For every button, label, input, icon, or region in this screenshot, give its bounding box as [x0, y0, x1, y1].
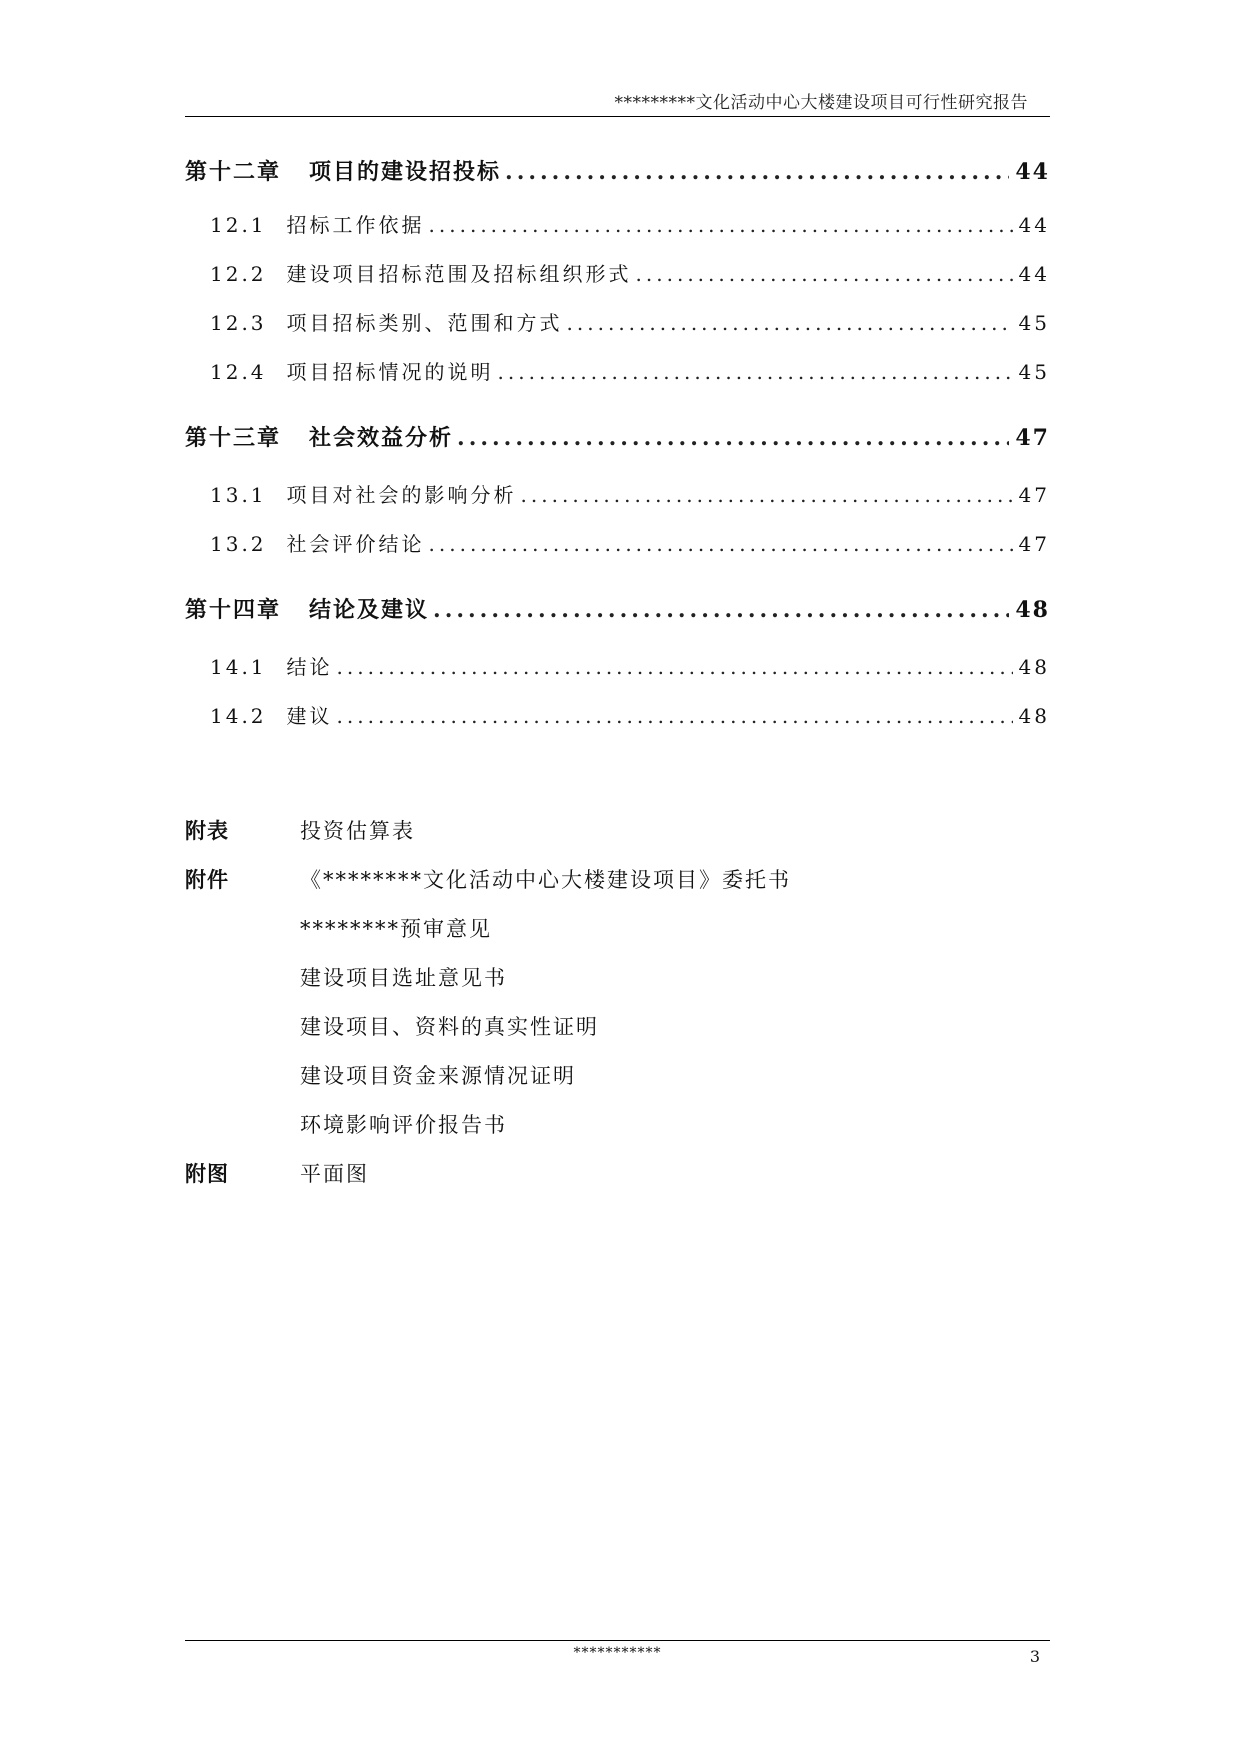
attachment-doc-row: [185, 1060, 985, 1094]
toc-chapter-number: 第十二章: [185, 159, 282, 185]
toc-section-12-1[interactable]: [185, 209, 1050, 241]
toc-section-title: 社会评价结论: [286, 532, 425, 556]
toc-leader: [457, 425, 1009, 451]
toc-chapter-title: 项目的建设招投标: [309, 159, 502, 185]
attachment-doc-item: 建设项目资金来源情况证明: [300, 1064, 576, 1088]
attachment-doc-item: 《********文化活动中心大楼建设项目》委托书: [300, 868, 791, 892]
toc-section-13-2[interactable]: [185, 528, 1050, 560]
attachment-doc-item: 建设项目、资料的真实性证明: [300, 1015, 599, 1039]
toc-page-number: 48: [1018, 655, 1050, 679]
toc-leader: [498, 360, 1013, 384]
attachment-figure-label: 附图: [185, 1161, 229, 1186]
toc-section-12-3[interactable]: [185, 307, 1050, 339]
toc-leader: [429, 213, 1013, 237]
attachment-doc-label: 附件: [185, 867, 229, 892]
toc-section-number: 14.1: [210, 655, 267, 679]
attachment-doc-row: [185, 864, 985, 898]
attachment-figure-item: 平面图: [300, 1162, 369, 1186]
toc-chapter-number: 第十四章: [185, 597, 282, 623]
attachment-doc-item: ********预审意见: [300, 917, 492, 941]
attachment-doc-item: 环境影响评价报告书: [300, 1113, 507, 1137]
toc-section-number: 14.2: [210, 704, 267, 728]
toc-page-number: 44: [1015, 159, 1050, 185]
toc-page-number: 47: [1015, 425, 1050, 451]
toc-leader: [636, 262, 1013, 286]
toc-section-14-2[interactable]: [185, 700, 1050, 732]
toc-chapter-14[interactable]: [185, 593, 1050, 625]
attachment-doc-row: [185, 962, 985, 996]
attachment-table-label: 附表: [185, 818, 229, 843]
toc-section-title: 项目招标类别、范围和方式: [286, 311, 563, 335]
toc-section-title: 建设项目招标范围及招标组织形式: [286, 262, 632, 286]
attachment-figure-row: [185, 1158, 985, 1192]
page-header: [185, 84, 1050, 117]
toc-leader: [337, 655, 1013, 679]
toc-chapter-title: 社会效益分析: [309, 425, 454, 451]
toc-page-number: 45: [1018, 311, 1050, 335]
toc-page-number: 47: [1018, 532, 1050, 556]
toc-page-number: 44: [1018, 262, 1050, 286]
toc-section-number: 13.2: [210, 532, 267, 556]
toc-section-13-1[interactable]: [185, 479, 1050, 511]
toc-section-number: 12.1: [210, 213, 267, 237]
toc-page-number: 45: [1018, 360, 1050, 384]
toc-page-number: 44: [1018, 213, 1050, 237]
attachment-doc-item: 建设项目选址意见书: [300, 966, 507, 990]
toc-section-title: 项目招标情况的说明: [286, 360, 494, 384]
toc-section-title: 招标工作依据: [286, 213, 425, 237]
attachment-table-row: [185, 815, 985, 849]
toc-chapter-12[interactable]: [185, 155, 1050, 187]
toc-leader: [567, 311, 1013, 335]
toc-page-number: 47: [1018, 483, 1050, 507]
attachment-doc-row: [185, 1109, 985, 1143]
attachment-doc-row: [185, 913, 985, 947]
toc-chapter-number: 第十三章: [185, 425, 282, 451]
toc-section-12-4[interactable]: [185, 356, 1050, 388]
toc-chapter-13[interactable]: [185, 421, 1050, 453]
toc-section-14-1[interactable]: [185, 651, 1050, 683]
toc-section-title: 结论: [286, 655, 333, 679]
toc-leader: [429, 532, 1013, 556]
footer-center-text: ***********: [573, 1645, 662, 1661]
toc-leader: [337, 704, 1013, 728]
attachment-table-item: 投资估算表: [300, 819, 415, 843]
toc-section-title: 建议: [286, 704, 333, 728]
toc-section-number: 12.4: [210, 360, 267, 384]
toc-section-number: 12.3: [210, 311, 267, 335]
header-title: *********文化活动中心大楼建设项目可行性研究报告: [614, 93, 1028, 113]
page-footer: [185, 1640, 1050, 1666]
toc-page-number: 48: [1015, 597, 1050, 623]
toc-chapter-title: 结论及建议: [309, 597, 430, 623]
toc-section-number: 13.1: [210, 483, 267, 507]
toc-section-12-2[interactable]: [185, 258, 1050, 290]
toc-section-number: 12.2: [210, 262, 267, 286]
toc-page-number: 48: [1018, 704, 1050, 728]
toc-leader: [433, 597, 1009, 623]
toc-leader: [521, 483, 1013, 507]
attachment-doc-row: [185, 1011, 985, 1045]
toc-leader: [505, 159, 1009, 185]
toc-section-title: 项目对社会的影响分析: [286, 483, 517, 507]
footer-page-number: 3: [1029, 1647, 1040, 1666]
